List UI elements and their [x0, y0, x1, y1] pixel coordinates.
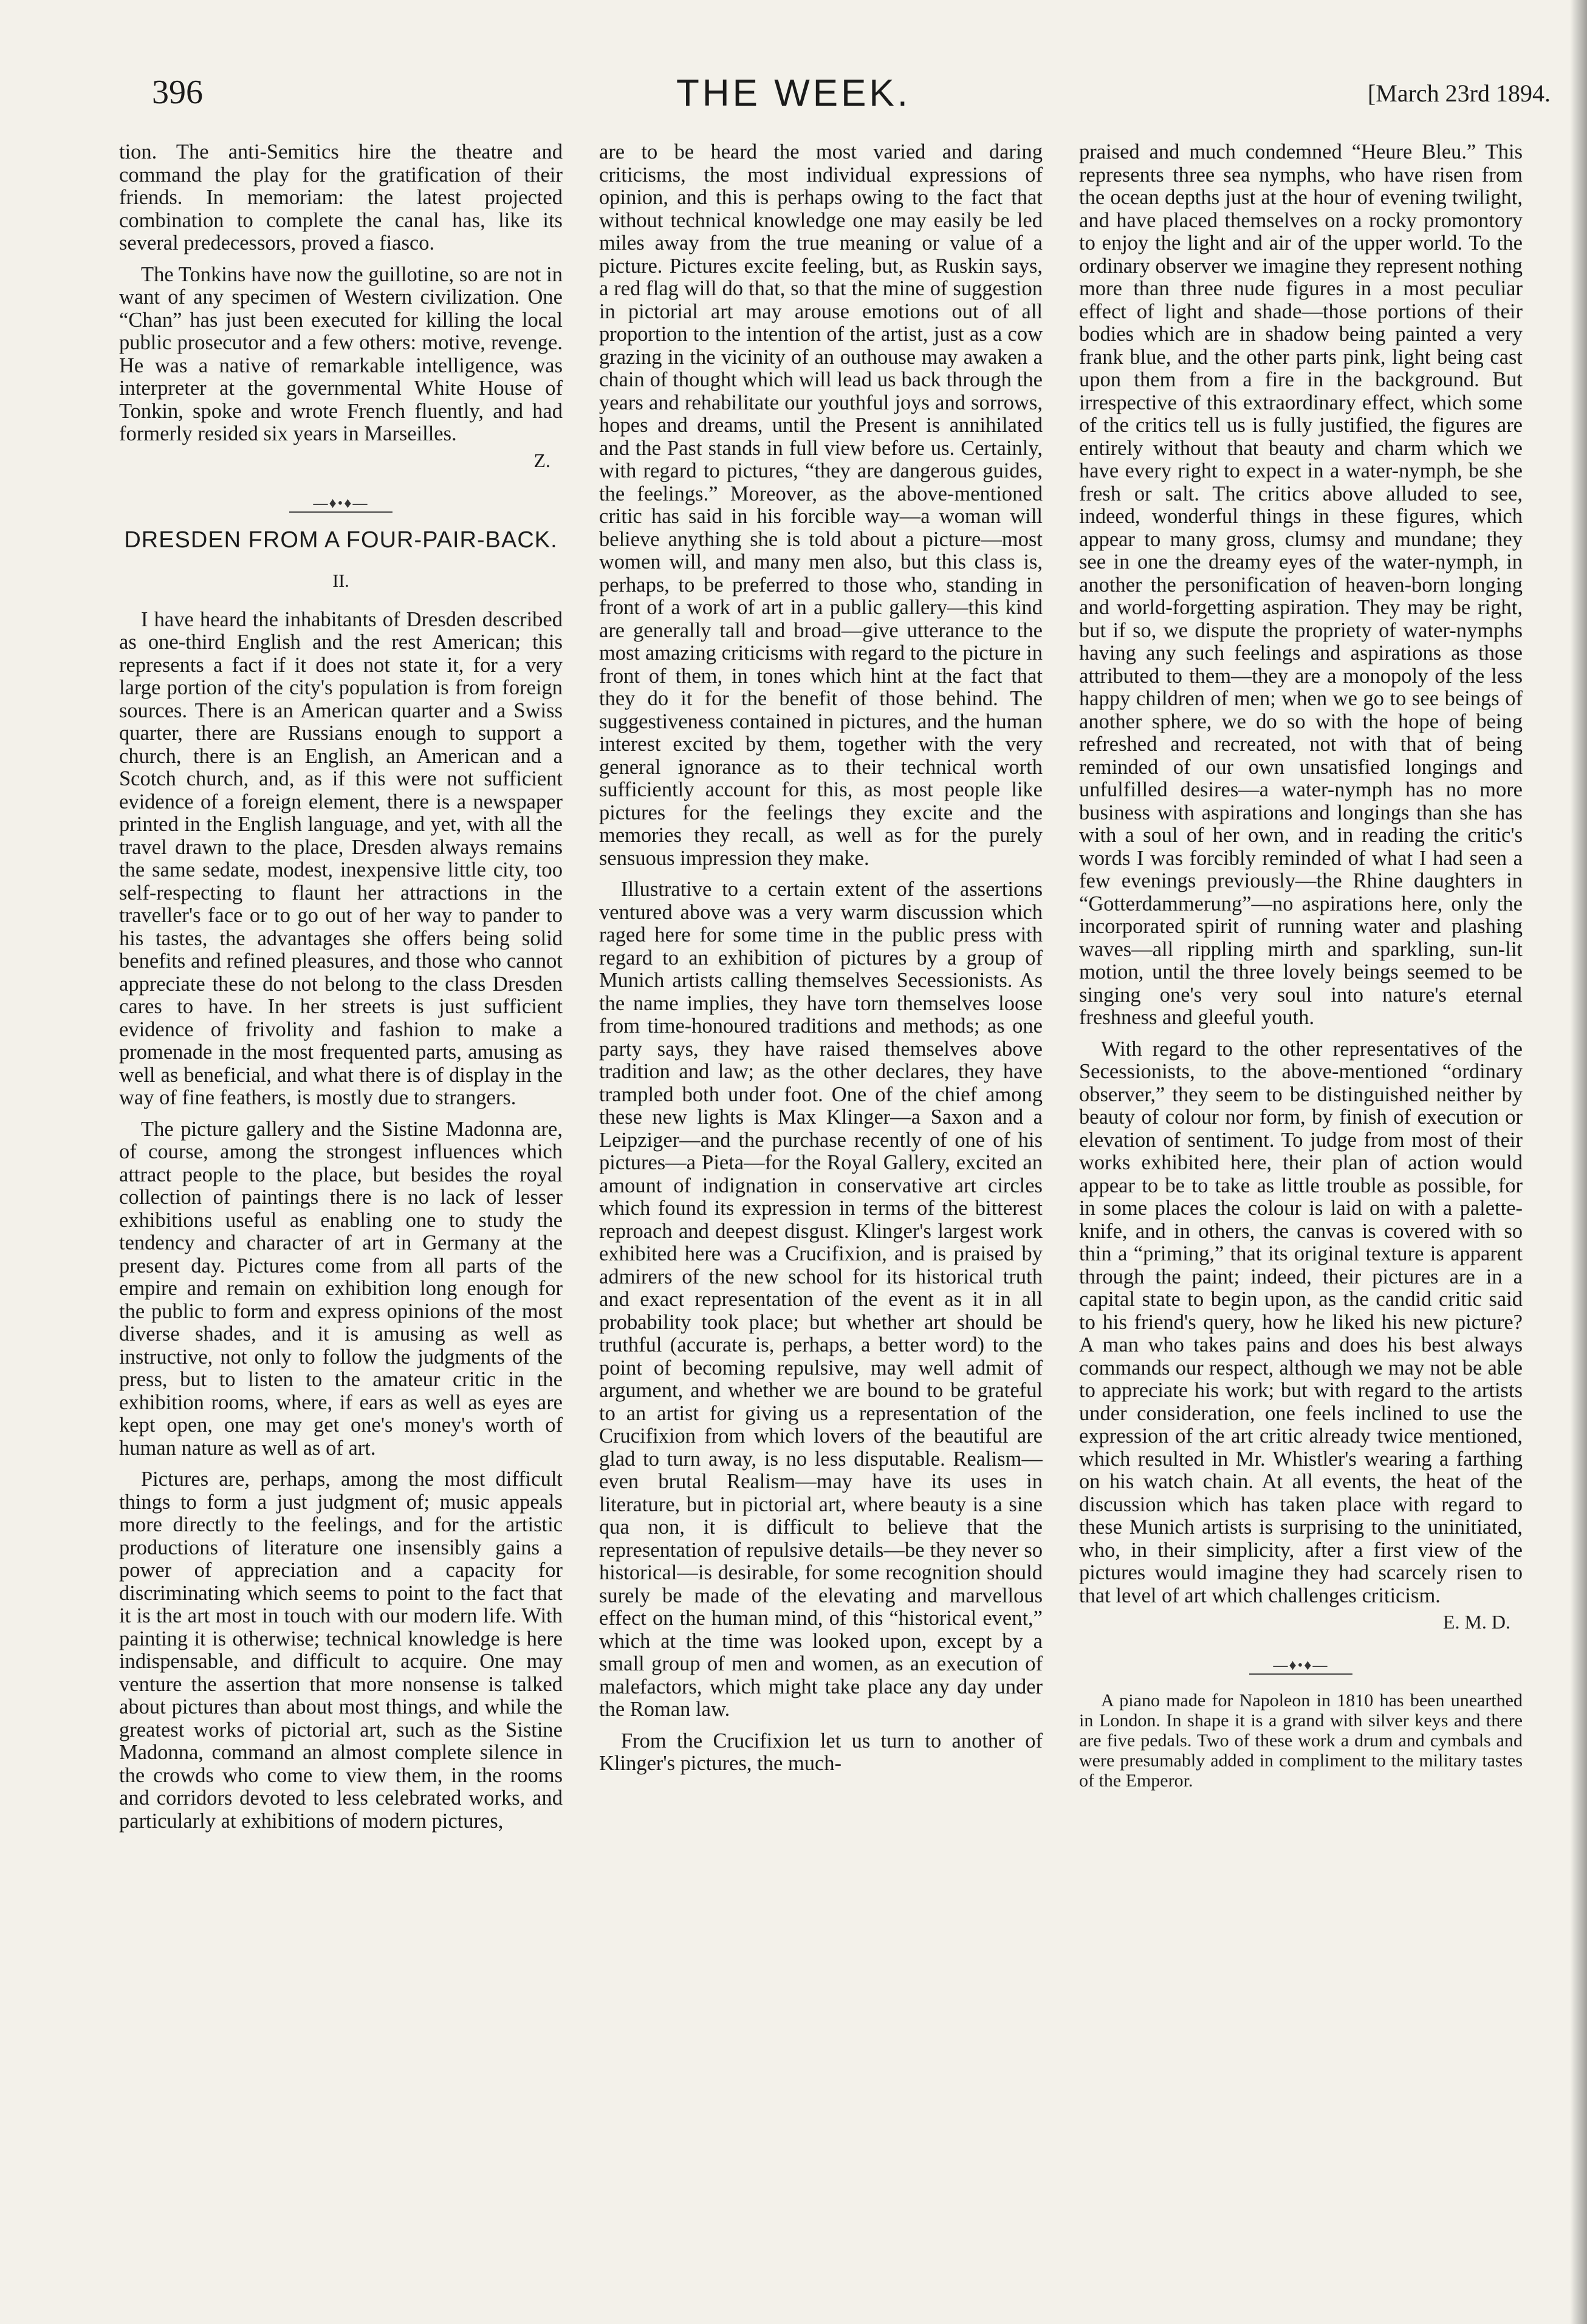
page-edge-shadow: [1570, 0, 1587, 2324]
separator-ornament: —♦•♦—: [289, 496, 393, 513]
paragraph-heure-bleu: praised and much condemned “Heure Bleu.” This represents three sea nymphs, who have risen from the ocean depths just at the hour of evening twilight, and have placed themselves on a rocky promontory to enjoy the light and air of the upper world. To the ordinary observer we imagine they represent nothing more than three nude figures in a most peculiar effect of light and shade—those portions of their bodies which are in shadow being painted a very frank blue, and the other parts pink, light being cast upon them from a fire in the background. But irrespective of this extraordinary effect, which some of the critics tell us is fully justified, the figures are entirely without that beauty and charm which we have every right to expect in a water-nymph, be she fresh or salt. The critics above alluded to see, indeed, wonderful things in these figures, which appear to many gross, clumsy and mundane; they see in one the dreamy eyes of the water-nymph, in another the personification of heaven-born longing and world-forgetting aspiration. They may be right, but if so, we dispute the propriety of water-nymphs having any such feelings and aspirations as those attributed to them—they are a monopoly of the less happy children of men; when we go to see beings of another sphere, we do so with the hope of being refreshed and recreated, not with that of being reminded of our own unsatisfied longings and unfulfilled desires—a water-nymph has no more business with aspirations and longings than she has with a soul of her own, and in reading the critic's words I was forcibly reminded of what I had seen a few evenings previously—the Rhine daughters in “Gotterdammerung”—no aspirations here, only the incorporated spirit of running water and plashing waves—all rippling mirth and sparkling, sun-lit motion, until the three lovely beings seemed to be singing one's very soul into nature's eternal freshness and gleeful youth.: [1079, 141, 1523, 1029]
signature-emd: E. M. D.: [1442, 1611, 1510, 1633]
column-middle: [599, 141, 1043, 2279]
page-number: 396: [152, 73, 203, 111]
paragraph-tonkins: The Tonkins have now the guillotine, so are not in want of any specimen of Western civilization. One “Chan” has just been executed for killing the local public prosecutor and a few others: motive, revenge. He was a native of remarkable intelligence, was interpreter at the governmental White House of Tonkin, spoke and wrote French fluently, and had formerly resided six years in Marseilles.: [119, 262, 563, 445]
separator-ornament: —♦•♦—: [1249, 1658, 1353, 1675]
article-heading: DRESDEN FROM A FOUR-PAIR-BACK.: [124, 527, 558, 553]
paragraph-criticisms: are to be heard the most varied and daring criticisms, the most individual expressions of opinion, and this is perhaps owing to the fact that without technical knowledge one may easily be led miles away from the true meaning or value of a picture. Pictures excite feeling, but, as Ruskin says, a red flag will do that, so that the mine of suggestion in pictorial art may arouse emotions out of all proportion to the intention of the artist, just as a cow grazing in the vicinity of an outhouse may awaken a chain of thought which will lead us back through the years and rehabilitate our youthful joys and sorrows, hopes and dreams, until the Present is annihilated and the Past stands in full view before us. Certainly, with regard to pictures, “they are dangerous guides, the feelings.” Moreover, as the above-mentioned critic has said in his forcible way—a woman will believe anything she is told about a picture—most women will, and many men also, but this class is, perhaps, to be preferred to those who, standing in front of a work of art in a public gallery—this kind are generally tall and broad—give utterance to the most amazing criticisms with regard to the picture in front of them, in tones which hint at the fact that they do it for the benefit of those behind. The suggestiveness contained in pictures, and the human interest excited by them, together with the very general ignorance as to their technical worth sufficiently account for this, as most people like pictures for the feelings they excite and the memories they recall, as well as for the purely sensuous impression they make.: [599, 141, 1043, 870]
journal-title: THE WEEK.: [676, 72, 911, 114]
paragraph-crucifixion: From the Crucifixion let us turn to another of Klinger's pictures, the much-: [599, 1729, 1043, 1775]
column-right: [1079, 141, 1523, 2279]
column-left: [119, 141, 563, 2279]
paragraph-picture-gallery: The picture gallery and the Sistine Madonna are, of course, among the strongest influences which attract people to the place, but besides the royal collection of paintings there is no lack of lesser exhibitions useful as enabling one to study the tendency and character of art in Germany at the present day. Pictures come from all parts of the empire and remain on exhibition long enough for the public to form and express opinions of the most diverse shades, and it is amusing as well as instructive, not only to follow the judgments of the press, but to listen to the amateur critic in the exhibition rooms, where, if ears as well as eyes are kept open, one may get one's money's worth of human nature as well as of art.: [119, 1117, 563, 1460]
paragraph-piano: A piano made for Napoleon in 1810 has been unearthed in London. In shape it is a grand with silver keys and there are five pedals. Two of these work a drum and cymbals and were presumably added in compliment to the military tastes of the Emperor.: [1079, 1690, 1523, 1791]
separator: [119, 493, 563, 516]
paragraph-inhabitants: I have heard the inhabitants of Dresden described as one-third English and the rest American; this represents a fact if it does not state it, for a very large portion of the city's population is from foreign sources. There is an American quarter and a Swiss quarter, there are Russians enough to support a church, there is an English, an American and a Scotch church, and, as if this were not sufficient evidence of a foreign element, there is a newspaper printed in the English language, and yet, with all the travel drawn to the place, Dresden always remains the same sedate, modest, inexpensive little city, too self-respecting to flaunt her attractions in the traveller's face or to go out of her way to pander to his tastes, the advantages she offers being solid benefits and refined pleasures, and those who cannot appreciate these do not belong to the class Dresden cares to have. In her streets is just sufficient evidence of frivolity and fashion to make a promenade in the most frequented parts, amusing as well as beneficial, and what there is of display in the way of fine feathers, is mostly due to strangers.: [119, 607, 563, 1109]
page-header: [0, 67, 1587, 121]
part-number: II.: [332, 571, 349, 591]
note-napoleon-piano: [1079, 1690, 1523, 1791]
paragraph-pictures-judgment: Pictures are, perhaps, among the most difficult things to form a just judgment of; music appeals more directly to the feelings, and for the artistic productions of literature one insensibly gains a power of appreciation and a capacity for discriminating which seems to point to the fact that it is the art most in touch with our modern life. With painting it is otherwise; technical knowledge is here indispensable, and difficult to acquire. One may venture the assertion that more nonsense is talked about pictures than about most things, and while the greatest works of pictorial art, such as the Sistine Madonna, command an almost complete silence in the crowds who come to view them, in the rooms and corridors devoted to less celebrated works, and particularly at exhibitions of modern pictures,: [119, 1468, 563, 1833]
separator: [1079, 1655, 1523, 1678]
paragraph-secessionist-representatives: With regard to the other representatives of the Secessionists, to the above-mentioned “ordinary observer,” they seem to be distinguished neither by beauty of colour nor form, by finish of execution or elevation of sentiment. To judge from most of their works exhibited here, their plan of action would appear to be to take as little trouble as possible, for in some places the colour is laid on with a palette-knife, and in others, the canvas is covered with so thin a “priming,” that its original texture is apparent through the paint; indeed, their pictures are in a capital state to begin upon, as the candid critic said to his friend's query, how he liked his new picture? A man who takes pains and does his best always commands our respect, although we may not be able to appreciate his work; but with regard to the artists under consideration, one feels inclined to use the expression of the art critic already twice mentioned, which resulted in Mr. Whistler's wearing a farthing on his watch chain. At all events, the heat of the discussion which has taken place with regard to these Munich artists is surprising to the uninitiated, who, in their simplicity, after a first view of the pictures would imagine they had scarcely risen to that level of art which challenges criticism.: [1079, 1037, 1523, 1607]
signature-z: Z.: [533, 449, 550, 471]
paragraph-secessionists-discussion: Illustrative to a certain extent of the assertions ventured above was a very warm discussion which raged here for some time in the public press with regard to an exhibition of pictures by a group of Munich artists calling themselves Secessionists. As the name implies, they have torn themselves loose from time-honoured traditions and methods; as one party says, they have raised themselves above tradition and law; as the other declares, they have trampled both under foot. One of the chief among these new lights is Max Klinger—a Saxon and a Leipziger—and the purchase recently of one of his pictures—a Pieta—for the Royal Gallery, excited an amount of indignation in conservative art circles which found its expression in terms of the bitterest reproach and deepest disgust. Klinger's largest work exhibited here was a Crucifixion, and is praised by admirers of the new school for its historical truth and exact representation of the event as it in all probability took place; but whether art should be truthful (accurate is, perhaps, a better word) to the point of becoming repulsive, may well admit of argument, and whether we are bound to be grateful to an artist for giving us a representation of the Crucifixion from which lovers of the beautiful are glad to turn away, is no less disputable. Realism—even brutal Realism—may have its uses in literature, but in pictorial art, where beauty is a sine qua non, it is difficult to believe that the representation of repulsive details—be they never so historical—is desirable, for some recognition should surely be made of the elevating and marvellous effect on the human mind, of this “historical event,” which at the time was looked upon, except by a small group of men and women, as an execution of malefactors, which might take place any day under the Roman law.: [599, 878, 1043, 1721]
issue-date: [March 23rd 1894.: [1367, 80, 1551, 107]
paragraph-anti-semitics: tion. The anti-Semitics hire the theatre and command the play for the gratification of their friends. In memoriam: the latest projected combination to complete the canal has, like its several predecessors, proved a fiasco.: [119, 141, 563, 255]
